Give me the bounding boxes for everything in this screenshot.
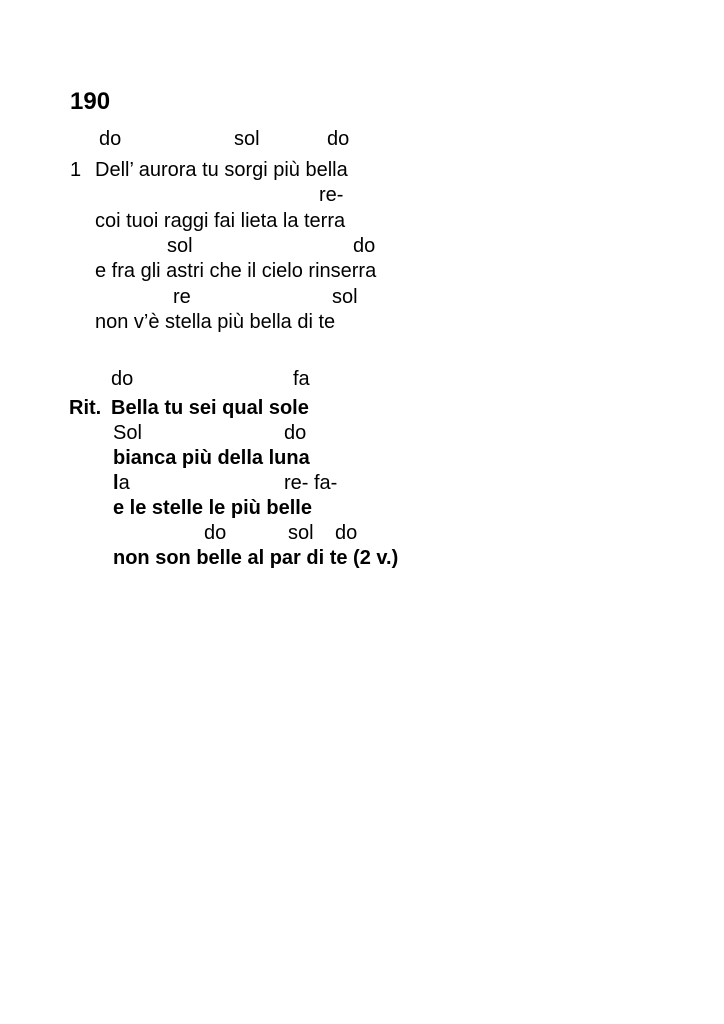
refrain-lyric-line: Bella tu sei qual sole — [111, 397, 309, 419]
chord-mixed — [113, 471, 130, 495]
refrain-lyric-line: e le stelle le più belle — [113, 497, 312, 519]
chord: do — [99, 128, 122, 150]
chord: re- — [319, 184, 344, 206]
refrain-lyric-line: non son belle al par di te (2 v.) — [113, 547, 399, 569]
chord: re — [173, 286, 191, 308]
refrain-label: Rit. — [69, 397, 102, 419]
song-number: 190 — [70, 88, 111, 115]
lyric-line: Dell’ aurora tu sorgi più bella — [95, 159, 348, 181]
chord: re- fa- — [284, 472, 338, 494]
chord: sol — [288, 522, 314, 544]
chord: fa — [293, 368, 310, 390]
refrain-lyric-line: bianca più della luna — [113, 447, 310, 469]
chord: sol — [234, 128, 260, 150]
chord: do — [353, 235, 376, 257]
lyric-line: e fra gli astri che il cielo rinserra — [95, 260, 377, 282]
verse-number: 1 — [70, 159, 82, 181]
lyric-line: non v’è stella più bella di te — [95, 311, 336, 333]
chord-mixed-bold: l — [113, 472, 119, 494]
chord: do — [327, 128, 350, 150]
chord: sol — [332, 286, 358, 308]
chord: do — [284, 422, 307, 444]
chord: do — [335, 522, 358, 544]
chord: do — [204, 522, 227, 544]
lyric-line: coi tuoi raggi fai lieta la terra — [95, 210, 346, 232]
chord-mixed-rest: a — [118, 472, 130, 494]
chord: Sol — [113, 422, 142, 444]
chord: sol — [167, 235, 193, 257]
chord: do — [111, 368, 134, 390]
